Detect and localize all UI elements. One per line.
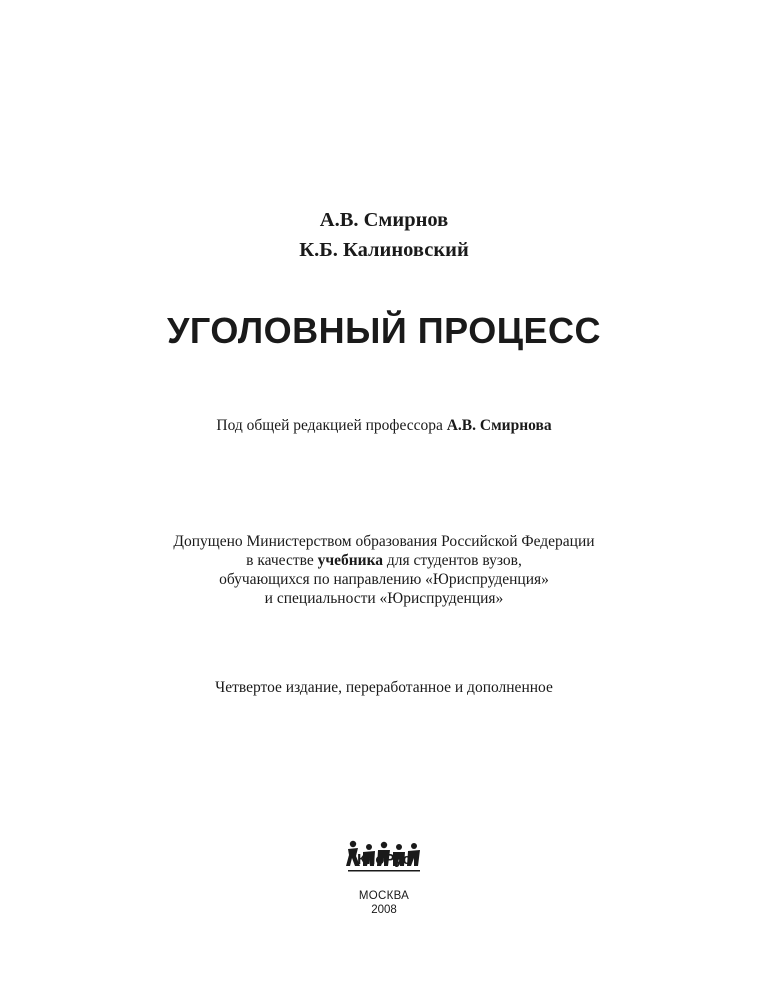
knorus-logo-icon — [344, 836, 424, 882]
publisher-city: МОСКВА — [358, 890, 410, 902]
approval-line-1: Допущено Министерством образования Российской Федерации — [173, 533, 595, 550]
publication-year: 2008 — [371, 904, 397, 916]
logo-wordmark: КноРус — [357, 851, 411, 868]
authors-block — [0, 205, 768, 265]
edition-line: Четвертое издание, переработанное и дополненное — [215, 679, 553, 696]
book-title: УГОЛОВНЫЙ ПРОЦЕСС — [166, 310, 602, 351]
publisher-block — [0, 836, 768, 917]
editor-name: А.В. Смирнова — [446, 417, 552, 434]
author-1: А.В. Смирнов — [319, 209, 449, 231]
editor-line — [0, 416, 768, 436]
approval-line-4: и специальности «Юриспруденция» — [264, 590, 504, 607]
approval-line-2-prefix: в качестве — [246, 552, 318, 569]
approval-block — [0, 532, 768, 608]
editor-prefix: Под общей редакцией профессора — [216, 417, 447, 434]
approval-line-2 — [0, 551, 768, 570]
approval-line-2-bold: учебника — [317, 552, 384, 569]
author-2: К.Б. Калиновский — [299, 239, 469, 261]
approval-line-2-suffix: для студентов вузов, — [383, 552, 522, 569]
approval-line-3: обучающихся по направлению «Юриспруденция» — [219, 571, 549, 588]
